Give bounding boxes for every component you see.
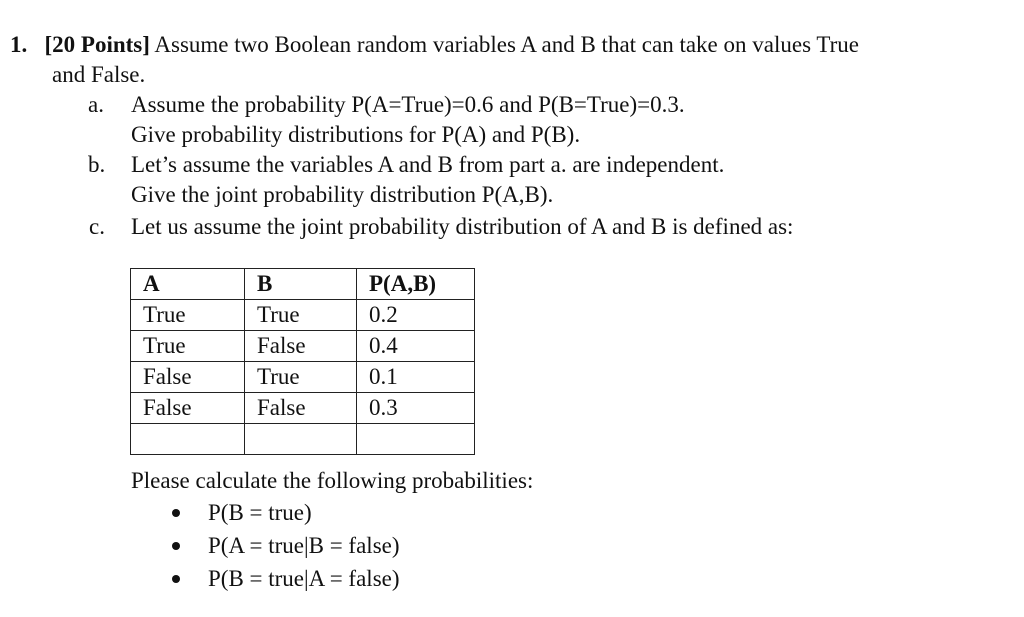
part-b-line-1: Let’s assume the variables A and B from part a. are independent. <box>131 152 725 177</box>
table-row <box>131 362 475 393</box>
joint-probability-table <box>130 268 475 455</box>
table-cell: False <box>131 393 245 424</box>
calc-prompt: Please calculate the following probabilities: <box>131 468 534 493</box>
table-cell: False <box>245 331 357 362</box>
table-row <box>131 393 475 424</box>
table-cell: 0.2 <box>357 300 475 331</box>
part-a-marker: a. <box>88 92 104 117</box>
table-row <box>131 331 475 362</box>
table-row <box>131 300 475 331</box>
part-b-marker: b. <box>88 152 106 177</box>
table-cell: 0.4 <box>357 331 475 362</box>
table-header-a: A <box>131 269 245 300</box>
table-cell <box>131 424 245 455</box>
table-cell: True <box>131 300 245 331</box>
question-points: [20 Points] <box>44 32 150 57</box>
table-row-empty <box>131 424 475 455</box>
table-header-row <box>131 269 475 300</box>
part-c-marker: c. <box>89 214 105 239</box>
table-cell: 0.1 <box>357 362 475 393</box>
table-cell <box>245 424 357 455</box>
bullet-icon <box>172 509 180 517</box>
question-intro: Assume two Boolean random variables A and B that can take on values True <box>149 32 859 57</box>
table-header-pab: P(A,B) <box>357 269 475 300</box>
table-cell: 0.3 <box>357 393 475 424</box>
question-line-2: and False. <box>52 62 146 87</box>
part-c-line-1: Let us assume the joint probability distribution of A and B is defined as: <box>131 214 794 239</box>
table-cell: True <box>245 362 357 393</box>
bullet-icon <box>172 542 180 550</box>
list-item: P(B = true) <box>208 500 312 525</box>
table-cell: False <box>131 362 245 393</box>
question-line-1 <box>10 30 859 60</box>
question-number: 1. <box>10 32 28 57</box>
part-a-line-1: Assume the probability P(A=True)=0.6 and P(B=True)=0.3. <box>131 92 685 117</box>
table-cell <box>357 424 475 455</box>
part-a-line-2: Give probability distributions for P(A) and P(B). <box>131 122 581 147</box>
table-cell: True <box>131 331 245 362</box>
list-item: P(A = true|B = false) <box>208 533 400 558</box>
bullet-icon <box>172 575 180 583</box>
table-header-b: B <box>245 269 357 300</box>
table-cell: False <box>245 393 357 424</box>
list-item: P(B = true|A = false) <box>208 566 400 591</box>
part-b-line-2: Give the joint probability distribution P(A,B). <box>131 182 554 207</box>
table-cell: True <box>245 300 357 331</box>
